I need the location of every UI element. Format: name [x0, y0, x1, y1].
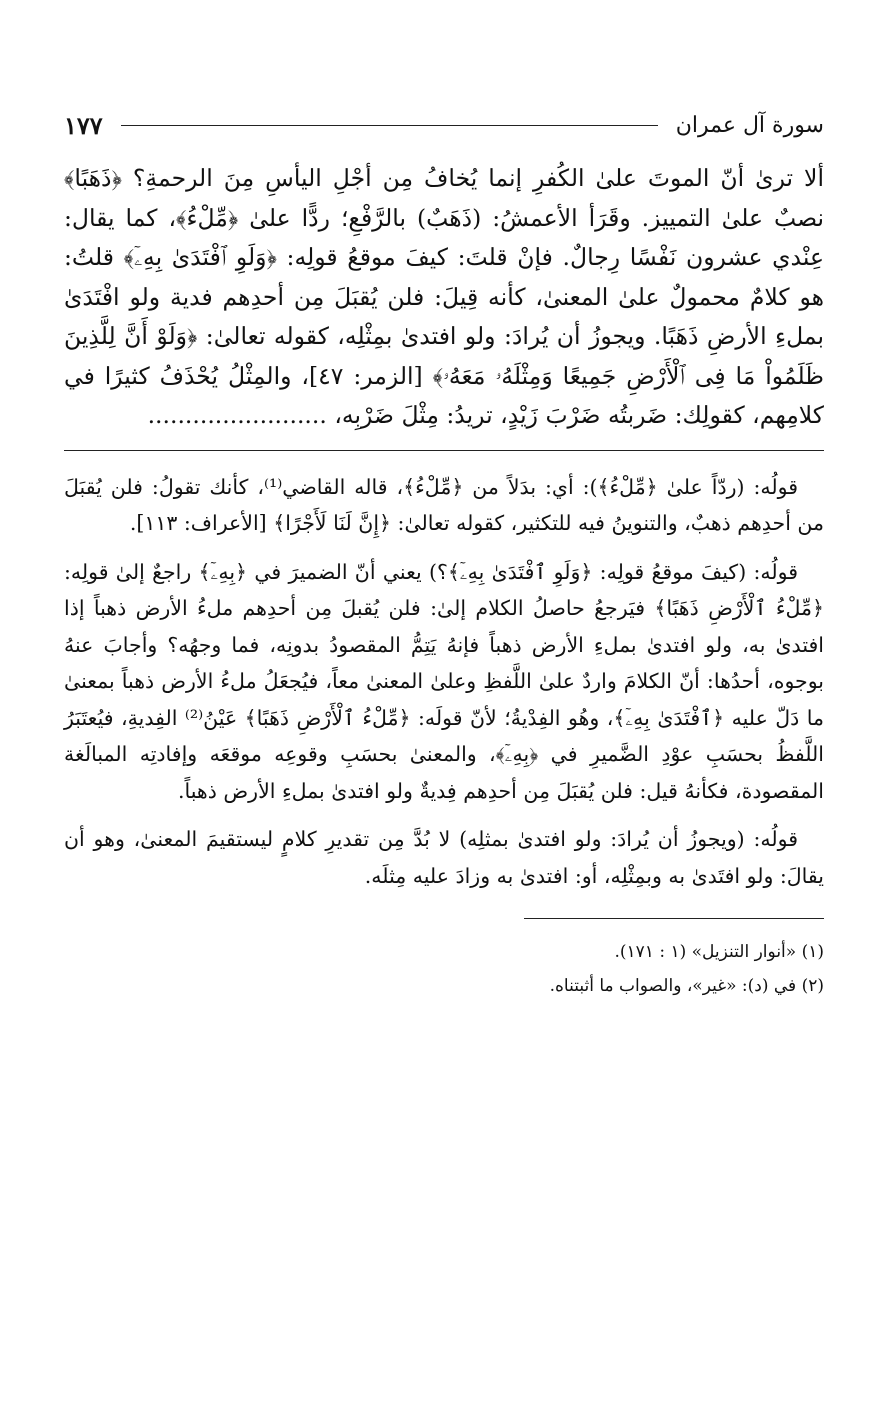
header-rule [121, 125, 658, 126]
footnotes [64, 935, 824, 1003]
commentary-paragraph: قولُه: (ويجوزُ أن يُرادَ: ولو افتدىٰ بمثلِه) لا بُدَّ مِن تقديرِ كلامٍ ليستقيمَ المعنىٰ، وهو أن يقالَ: ولو افتَدىٰ به وبمِثْلِه، أو: افتدىٰ به وزادَ عليه مِثلَه. [64, 827, 824, 888]
text-separator [64, 450, 824, 451]
commentary [64, 469, 824, 895]
footnote: (١) «أنوار التنزيل» (١ : ١٧١). [614, 942, 824, 962]
running-header [64, 105, 824, 145]
footnote-rule [524, 918, 824, 919]
commentary-paragraph: قولُه: (ردّاً علىٰ ﴿مِّلْءُ﴾): أي: بدَلاً من ﴿مِّلْءُ﴾، قاله القاضي⁽¹⁾، كأنك تقولُ: فلن يُقبَلَ من أحدِهم ذهبٌ، والتنوينُ فيه للتكثير، كقوله تعالىٰ: ﴿إِنَّ لَنَا لَأَجْرًا﴾ [الأعراف: ١١٣]. [64, 474, 824, 535]
commentary-paragraph: قولُه: (كيفَ موقعُ قولِه: ﴿وَلَوِ ٱفْتَدَىٰ بِهِۦٓ﴾؟) يعني أنّ الضميرَ في ﴿بِهِۦٓ﴾ راجعٌ إلىٰ قولِه: ﴿مِّلْءُ ٱلْأَرْضِ ذَهَبًا﴾ فيَرجعُ حاصلُ الكلام إلىٰ: فلن يُقبلَ مِن أحدِهم ملءُ الأرض ذهباً إذا افتدىٰ به، ولو افتدىٰ بملءِ الأرض ذهباً فإنهُ يَتِمُّ المقصودُ بدونِه، فما وجهُه؟ وأجابَ عنهُ بوجوه، أحدُها: أنّ الكلامَ واردٌ علىٰ اللَّفظِ وعلىٰ المعنىٰ معاً، فيُجعَلُ ملءُ الأرض ذهباً بمعنىٰ ما دَلّ عليه ﴿ٱفْتَدَىٰ بِهِۦٓ﴾، وهُو الفِدْيةُ؛ لأنّ قولَه: ﴿مِّلْءُ ٱلْأَرْضِ ذَهَبًا﴾ عَيْنُ⁽²⁾ الفِديةِ، فيُعتَبَرُ اللَّفظُ بحسَبِ عوْدِ الضَّميرِ في ﴿بِهِۦٓ﴾، والمعنىٰ بحسَبِ وقوعِه موقعَه وإفادتِه المبالَغة المقصودة، فكأنهُ قيل: فلن يُقبَلَ مِن أحدِهم فِديةٌ ولو افتدىٰ بملءِ الأرض ذهباً. [64, 559, 824, 803]
book-page [64, 105, 824, 1003]
footnote: (٢) في (د): «غير»، والصواب ما أثبتناه. [549, 976, 824, 996]
main-text [64, 159, 824, 436]
surah-title: سورة آل عمران [675, 112, 824, 138]
main-text-dots: ........................ [147, 401, 327, 429]
page-number: ١٧٧ [64, 110, 103, 140]
main-text-body: ألا ترىٰ أنّ الموتَ علىٰ الكُفرِ إنما يُخافُ مِن أجْلِ اليأسِ مِنَ الرحمةِ؟ ﴿ذَهَبًا﴾ نصبٌ علىٰ التمييز. وقَرَأ الأعمشُ: (ذَهَبٌ) بالرَّفْعِ؛ ردًّا علىٰ ﴿مِّلْءُ﴾، كما يقال: عِنْدي عشرون نَفْسًا رِجالٌ. فإنْ قلتَ: كيفَ موقعُ قولِه: ﴿وَلَوِ ٱفْتَدَىٰ بِهِۦٓ﴾ قلتُ: هو كلامٌ محمولٌ علىٰ المعنىٰ، كأنه قِيلَ: فلن يُقبَلَ مِن أحدِهم فدية ولو افْتَدَىٰ بملءِ الأرضِ ذَهَبًا. ويجوزُ أن يُرادَ: ولو افتدىٰ بمِثْلِه، كقوله تعالىٰ: ﴿وَلَوْ أَنَّ لِلَّذِينَ ظَلَمُواْ مَا فِى ٱلْأَرْضِ جَمِيعًا وَمِثْلَهُۥ مَعَهُۥ﴾ [الزمر: ٤٧]، والمِثْلُ يُحْذَفُ كثيرًا في كلامِهم، كقولِك: ضَربتُه ضَرْبَ زَيْدٍ، تريدُ: مِثْلَ ضَرْبِه، [64, 164, 824, 429]
